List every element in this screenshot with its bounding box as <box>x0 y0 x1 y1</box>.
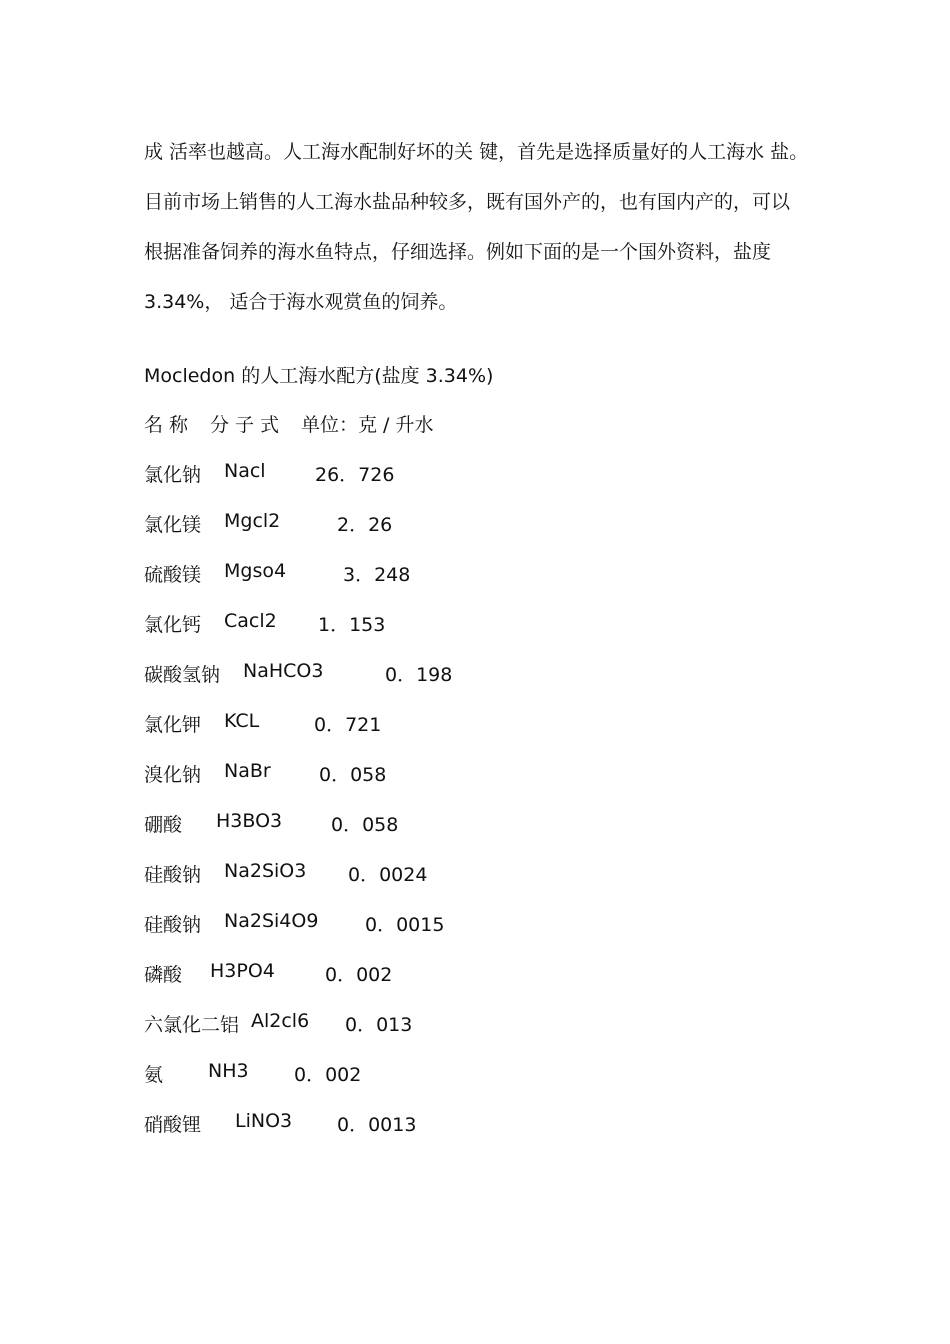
paragraph-line: 根据准备饲养的海水鱼特点，仔细选择。例如下面的是一个国外资料，盐度 <box>144 241 772 263</box>
compound-name: 硼酸 <box>144 814 183 836</box>
compound-name: 氯化钙 <box>144 614 202 636</box>
compound-name: 硫酸镁 <box>144 564 202 586</box>
compound-name: 氯化钾 <box>144 714 202 736</box>
compound-formula: H3PO4 <box>210 960 275 982</box>
paragraph-line: 3.34%， 适合于海水观赏鱼的饲养。 <box>144 291 458 313</box>
compound-amount: 0．013 <box>345 1014 413 1036</box>
recipe-title: Mocledon 的人工海水配方(盐度 3.34%) <box>144 365 494 387</box>
compound-formula: Nacl <box>224 460 266 482</box>
compound-formula: NH3 <box>208 1060 249 1082</box>
compound-formula: Mgso4 <box>224 560 287 582</box>
compound-amount: 0．002 <box>294 1064 362 1086</box>
compound-formula: NaBr <box>224 760 271 782</box>
compound-formula: KCL <box>224 710 260 732</box>
compound-amount: 0．198 <box>385 664 453 686</box>
compound-amount: 0．721 <box>314 714 382 736</box>
compound-formula: LiNO3 <box>235 1110 293 1132</box>
compound-formula: Mgcl2 <box>224 510 281 532</box>
compound-name: 硝酸锂 <box>144 1114 202 1136</box>
compound-amount: 26．726 <box>315 464 395 486</box>
compound-amount: 0．0015 <box>365 914 445 936</box>
compound-amount: 0．0024 <box>348 864 428 886</box>
header-name: 名 称 <box>144 414 189 436</box>
compound-name: 氯化镁 <box>144 514 202 536</box>
compound-amount: 3．248 <box>343 564 411 586</box>
compound-name: 六氯化二铝 <box>144 1014 240 1036</box>
compound-formula: Na2SiO3 <box>224 860 307 882</box>
compound-amount: 0．0013 <box>337 1114 417 1136</box>
header-unit: 单位：克 / 升水 <box>301 414 434 436</box>
compound-formula: Al2cl6 <box>251 1010 310 1032</box>
compound-name: 溴化钠 <box>144 764 202 786</box>
compound-formula: H3BO3 <box>216 810 283 832</box>
header-formula: 分 子 式 <box>210 414 280 436</box>
compound-name: 氨 <box>144 1064 164 1086</box>
compound-formula: Na2Si4O9 <box>224 910 319 932</box>
compound-amount: 0．058 <box>319 764 387 786</box>
compound-name: 碳酸氢钠 <box>144 664 221 686</box>
compound-amount: 0．002 <box>325 964 393 986</box>
compound-name: 磷酸 <box>144 964 183 986</box>
compound-amount: 0．058 <box>331 814 399 836</box>
compound-name: 硅酸钠 <box>144 864 202 886</box>
compound-name: 氯化钠 <box>144 464 202 486</box>
compound-amount: 2．26 <box>337 514 393 536</box>
compound-formula: NaHCO3 <box>243 660 324 682</box>
compound-name: 硅酸钠 <box>144 914 202 936</box>
compound-formula: Cacl2 <box>224 610 277 632</box>
paragraph-line: 目前市场上销售的人工海水盐品种较多，既有国外产的，也有国内产的，可以 <box>144 191 791 213</box>
compound-amount: 1．153 <box>318 614 386 636</box>
paragraph-line: 成 活率也越高。人工海水配制好坏的关 键，首先是选择质量好的人工海水 盐。 <box>144 141 809 163</box>
